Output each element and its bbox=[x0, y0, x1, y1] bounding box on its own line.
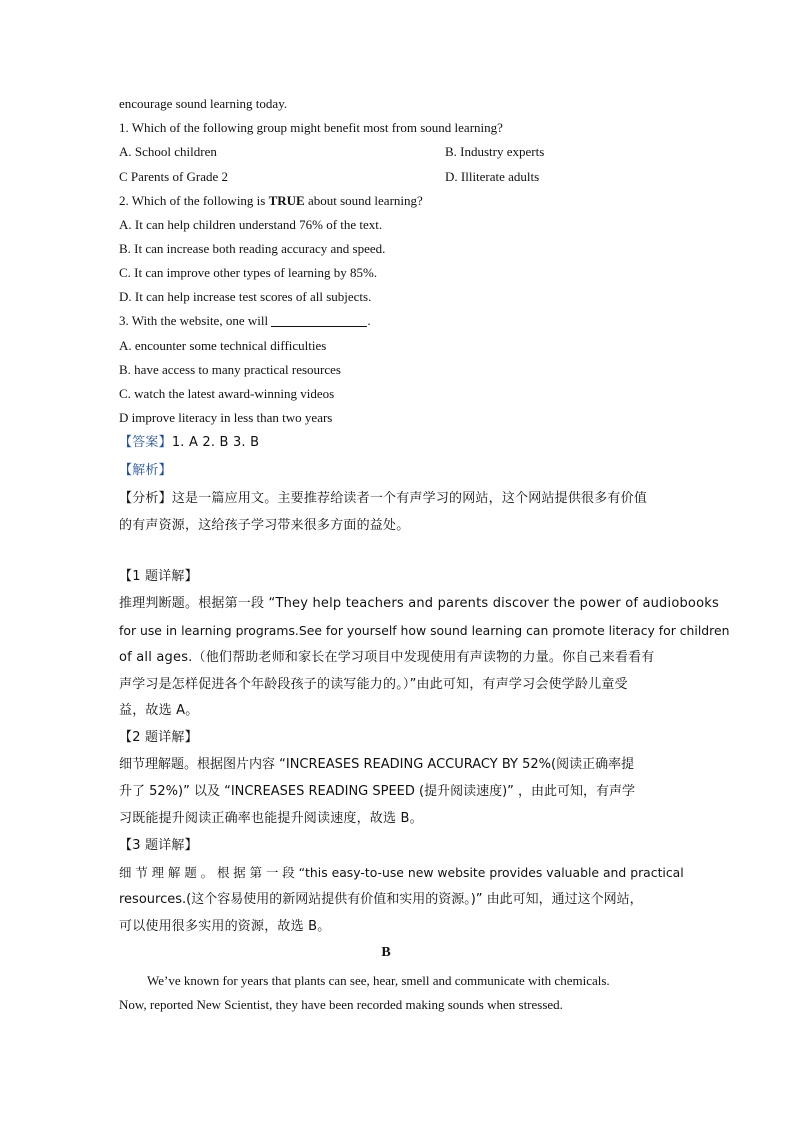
question-1-stem: 1. Which of the following group might benefit most from sound learning? bbox=[119, 120, 503, 135]
fenxi-tag: 【分析】 bbox=[119, 491, 172, 506]
question-1-option-d: D. Illiterate adults bbox=[445, 169, 540, 184]
answer-line bbox=[119, 433, 259, 453]
question-3-option-c: C. watch the latest award-winning videos bbox=[119, 386, 335, 401]
detail-1-tag: 【1 题详解】 bbox=[119, 569, 198, 584]
question-3-stem-end: . bbox=[367, 313, 371, 328]
detail-2-line-3: 习既能提升阅读正确率也能提升阅读速度，故选 B。 bbox=[119, 811, 423, 826]
section-b-paragraph-line-2: Now, reported New Scientist, they have been recorded making sounds when stressed. bbox=[119, 997, 563, 1012]
question-2-option-b: B. It can increase both reading accuracy and speed. bbox=[119, 241, 386, 256]
question-2-option-c: C. It can improve other types of learning by 85%. bbox=[119, 265, 378, 280]
answer-blank bbox=[271, 314, 367, 327]
detail-2-tag: 【2 题详解】 bbox=[119, 730, 198, 745]
question-1-option-b: B. Industry experts bbox=[445, 144, 545, 159]
fenxi-line-1 bbox=[119, 489, 647, 509]
detail-1-line-2: for use in learning programs.See for yourself how sound learning can promote literacy for children bbox=[119, 623, 730, 638]
question-2-option-a: A. It can help children understand 76% of the text. bbox=[119, 217, 383, 232]
detail-3-line-1: 细 节 理 解 题 。 根 据 第 一 段 “this easy-to-use new website provides valuable and practical bbox=[119, 865, 684, 880]
question-3-stem-text: 3. With the website, one will bbox=[119, 313, 269, 328]
question-2-stem-bold: TRUE bbox=[268, 193, 305, 208]
question-3-option-a: A. encounter some technical difficulties bbox=[119, 338, 327, 353]
detail-2-line-2: 升了 52%)” 以及 “INCREASES READING SPEED (提升阅读速度)” ，由此可知，有声学 bbox=[119, 784, 636, 799]
question-2-stem-post: about sound learning? bbox=[304, 193, 423, 208]
detail-1-line-3: of all ages.（他们帮助老师和家长在学习项目中发现使用有声读物的力量。你自己来看看有 bbox=[119, 650, 655, 665]
question-1-option-a: A. School children bbox=[119, 144, 217, 159]
detail-3-line-2: resources.(这个容易使用的新网站提供有价值和实用的资源。)” 由此可知，通过这个网站， bbox=[119, 892, 643, 907]
passage-end-line: encourage sound learning today. bbox=[119, 96, 288, 111]
detail-2-line-1: 细节理解题。根据图片内容 “INCREASES READING ACCURACY BY 52%(阅读正确率提 bbox=[119, 757, 635, 772]
detail-1-line-4: 声学习是怎样促进各个年龄段孩子的读写能力的。）”由此可知，有声学习会使学龄儿童受 bbox=[119, 677, 628, 692]
fenxi-text-1: 这是一篇应用文。主要推荐给读者一个有声学习的网站，这个网站提供很多有价值 bbox=[171, 491, 648, 506]
question-1-option-c: C Parents of Grade 2 bbox=[119, 169, 229, 184]
question-3-option-d: D improve literacy in less than two years bbox=[119, 410, 333, 425]
detail-1-line-5: 益，故选 A。 bbox=[119, 703, 199, 718]
detail-3-tag: 【3 题详解】 bbox=[119, 838, 198, 853]
answer-text: 1. A 2. B 3. B bbox=[171, 435, 260, 450]
detail-3-line-3: 可以使用很多实用的资源，故选 B。 bbox=[119, 919, 331, 934]
detail-1-line-1: 推理判断题。根据第一段 “They help teachers and parents discover the power of audiobooks bbox=[119, 596, 719, 611]
section-b-title: B bbox=[381, 945, 391, 960]
question-2-stem-pre: 2. Which of the following is bbox=[119, 193, 269, 208]
fenxi-line-2: 的有声资源，这给孩子学习带来很多方面的益处。 bbox=[119, 518, 410, 533]
analysis-tag: 【解析】 bbox=[119, 463, 172, 478]
question-2-stem bbox=[119, 192, 423, 210]
answer-tag: 【答案】 bbox=[119, 435, 172, 450]
question-3-option-b: B. have access to many practical resources bbox=[119, 362, 341, 377]
section-b-paragraph-line-1: We’ve known for years that plants can see, hear, smell and communicate with chemicals. bbox=[147, 973, 610, 988]
question-3-stem bbox=[119, 312, 371, 330]
question-2-option-d: D. It can help increase test scores of all subjects. bbox=[119, 289, 372, 304]
